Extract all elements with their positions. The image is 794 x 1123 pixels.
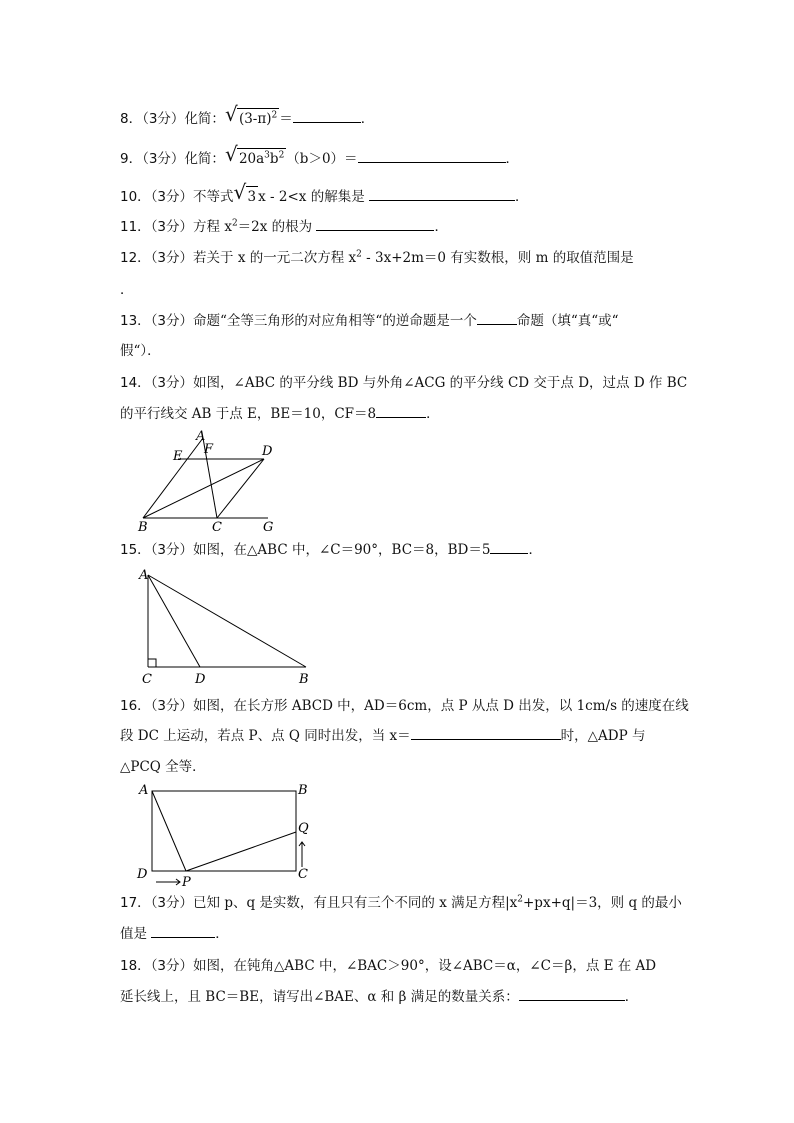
point-label: G [263,520,274,535]
question-12 [120,248,680,268]
question-number: 13． [120,313,151,329]
point-label: B [299,672,309,687]
point-label: A [139,783,149,798]
question-text: ． [434,219,448,235]
question-number: 11． [120,219,151,235]
question-number: 16． [120,698,151,714]
question-points: （3分） [150,698,194,714]
line-ab [148,575,306,667]
question-text: ＝2x 的根为 [237,219,313,235]
question-12-line2 [120,280,680,300]
answer-blank[interactable] [316,217,434,231]
point-label: D [195,672,206,687]
question-text: 如图，∠ABC 的平分线 BD 与外角∠ACG 的平分线 CD 交于点 D，过点 D 作 BC [193,375,688,391]
question-points: （3分） [150,375,194,391]
point-label: B [298,783,308,798]
point-label: A [139,568,149,583]
question-text: △PCQ 全等． [120,759,206,775]
point-label: F [204,442,214,457]
radical-expression [233,180,259,207]
question-points: （3分） [150,219,194,235]
question-18 [120,956,680,976]
question-text: +px+q|＝3，则 q 的最小 [523,895,682,911]
question-8 [120,102,680,129]
question-number: 14． [120,375,151,391]
exponent: 3 [264,150,270,161]
line-bd [143,459,264,518]
point-label: A [196,429,206,444]
question-points: （3分） [150,895,194,911]
question-text: - 3x+2m＝0 有实数根，则 m 的取值范围是 [361,250,634,266]
question-text: ． [624,989,639,1005]
radical-sign-icon: √ [224,142,238,166]
radical-expression [224,142,286,169]
question-text: x - 2<x 的解集是 [258,189,365,205]
question-number: 12． [120,250,151,266]
question-14-line2 [120,404,680,424]
question-number: 18． [120,958,151,974]
line-ap [152,791,186,871]
question-10 [120,180,680,207]
question-text: ． [215,926,229,942]
question-text: （b＞0）＝ [286,151,358,167]
figure-14-parallelogram [136,428,286,536]
radicand: (3-π) [238,111,272,127]
question-number: 10． [120,189,151,205]
line-cd [217,459,264,518]
question-text: 命题（填“真“或“ [516,313,619,329]
question-15 [120,540,680,560]
point-label: D [262,444,273,459]
question-points: （3分） [150,189,194,205]
question-text: 的平行线交 AB 于点 E，BE＝10，CF＝8 [120,406,377,422]
question-18-line2 [120,987,680,1007]
answer-blank[interactable] [358,149,506,163]
question-text: 不等式 [193,189,234,205]
exponent: 2 [356,249,362,260]
point-label: P [182,875,191,890]
question-points: （3分） [150,250,194,266]
radicand: 20a [238,151,265,167]
right-angle-icon [148,659,156,667]
radical-sign-icon: √ [233,180,247,204]
question-number: 17． [120,895,151,911]
point-label: E [173,449,183,464]
answer-blank[interactable] [293,109,361,123]
question-text: 时，△ADP 与 [560,728,646,744]
figure-16-rectangle [134,782,316,890]
question-number: 15． [120,542,151,558]
question-16-line2 [120,726,680,746]
question-text: 如图，在钝角△ABC 中，∠BAC＞90°，设∠ABC＝α，∠C＝β，点 E 在 AD [193,958,657,974]
question-text: 延长线上，且 BC＝BE，请写出∠BAE、α 和 β 满足的数量关系： [120,989,519,1005]
question-text: 化简： [184,111,225,127]
question-text: 如图，在长方形 ABCD 中，AD＝6cm，点 P 从点 D 出发，以 1cm/s 的速度在线 [193,698,689,714]
question-points: （3分） [142,151,185,167]
exponent: 2 [517,894,523,905]
question-13-line2 [120,341,680,361]
question-text: ． [120,282,134,298]
question-14 [120,373,688,393]
question-text: 方程 x [193,219,232,235]
answer-blank[interactable] [151,924,215,938]
point-label: Q [298,821,309,836]
question-text: ． [515,189,529,205]
question-points: （3分） [142,111,185,127]
exponent: 2 [278,150,285,161]
question-text: 化简： [184,151,225,167]
answer-blank[interactable] [519,987,625,1001]
question-text: 段 DC 上运动，若点 P、点 Q 同时出发，当 x＝ [120,728,411,744]
question-text: ． [528,542,542,558]
point-label: C [298,867,308,882]
question-17 [120,893,680,913]
exponent: 2 [271,110,278,121]
radical-sign-icon: √ [224,102,238,126]
question-16 [120,696,689,716]
question-text: 命题“全等三角形的对应角相等“的逆命题是一个 [193,313,477,329]
radical-expression [224,102,279,129]
question-points: （3分） [150,958,194,974]
question-points: （3分） [150,542,194,558]
point-label: D [137,867,148,882]
question-text: ． [505,151,520,167]
answer-blank[interactable] [376,404,426,418]
question-text: 已知 p、q 是实数，有且只有三个不同的 x 满足方程|x [193,895,518,911]
point-label: C [212,520,222,535]
point-label: C [142,672,152,687]
answer-blank[interactable] [490,540,528,554]
question-text: 假“）． [120,343,161,359]
radicand: 3 [246,186,259,207]
question-number: 8． [120,111,143,127]
rectangle-abcd [152,791,296,871]
question-text: 值是 [120,926,147,942]
question-9 [120,142,680,169]
question-text: ． [360,111,375,127]
question-text: ． [426,406,440,422]
line-pq [186,832,296,871]
figure-15-right-triangle [136,565,316,687]
radicand: b [269,151,279,167]
question-13 [120,311,680,331]
answer-blank[interactable] [369,187,515,201]
answer-blank[interactable] [411,726,561,740]
answer-blank[interactable] [477,311,517,325]
question-text: ＝ [279,111,293,127]
line-ad [148,575,200,667]
question-16-line3 [120,757,680,777]
question-17-line2 [120,924,680,944]
exponent: 2 [231,218,238,229]
question-11 [120,217,680,237]
question-points: （3分） [150,313,194,329]
point-label: B [138,520,148,535]
question-text: 若关于 x 的一元二次方程 x [193,250,357,266]
question-number: 9． [120,151,143,167]
question-text: 如图，在△ABC 中，∠C＝90°，BC＝8，BD＝5 [193,542,491,558]
